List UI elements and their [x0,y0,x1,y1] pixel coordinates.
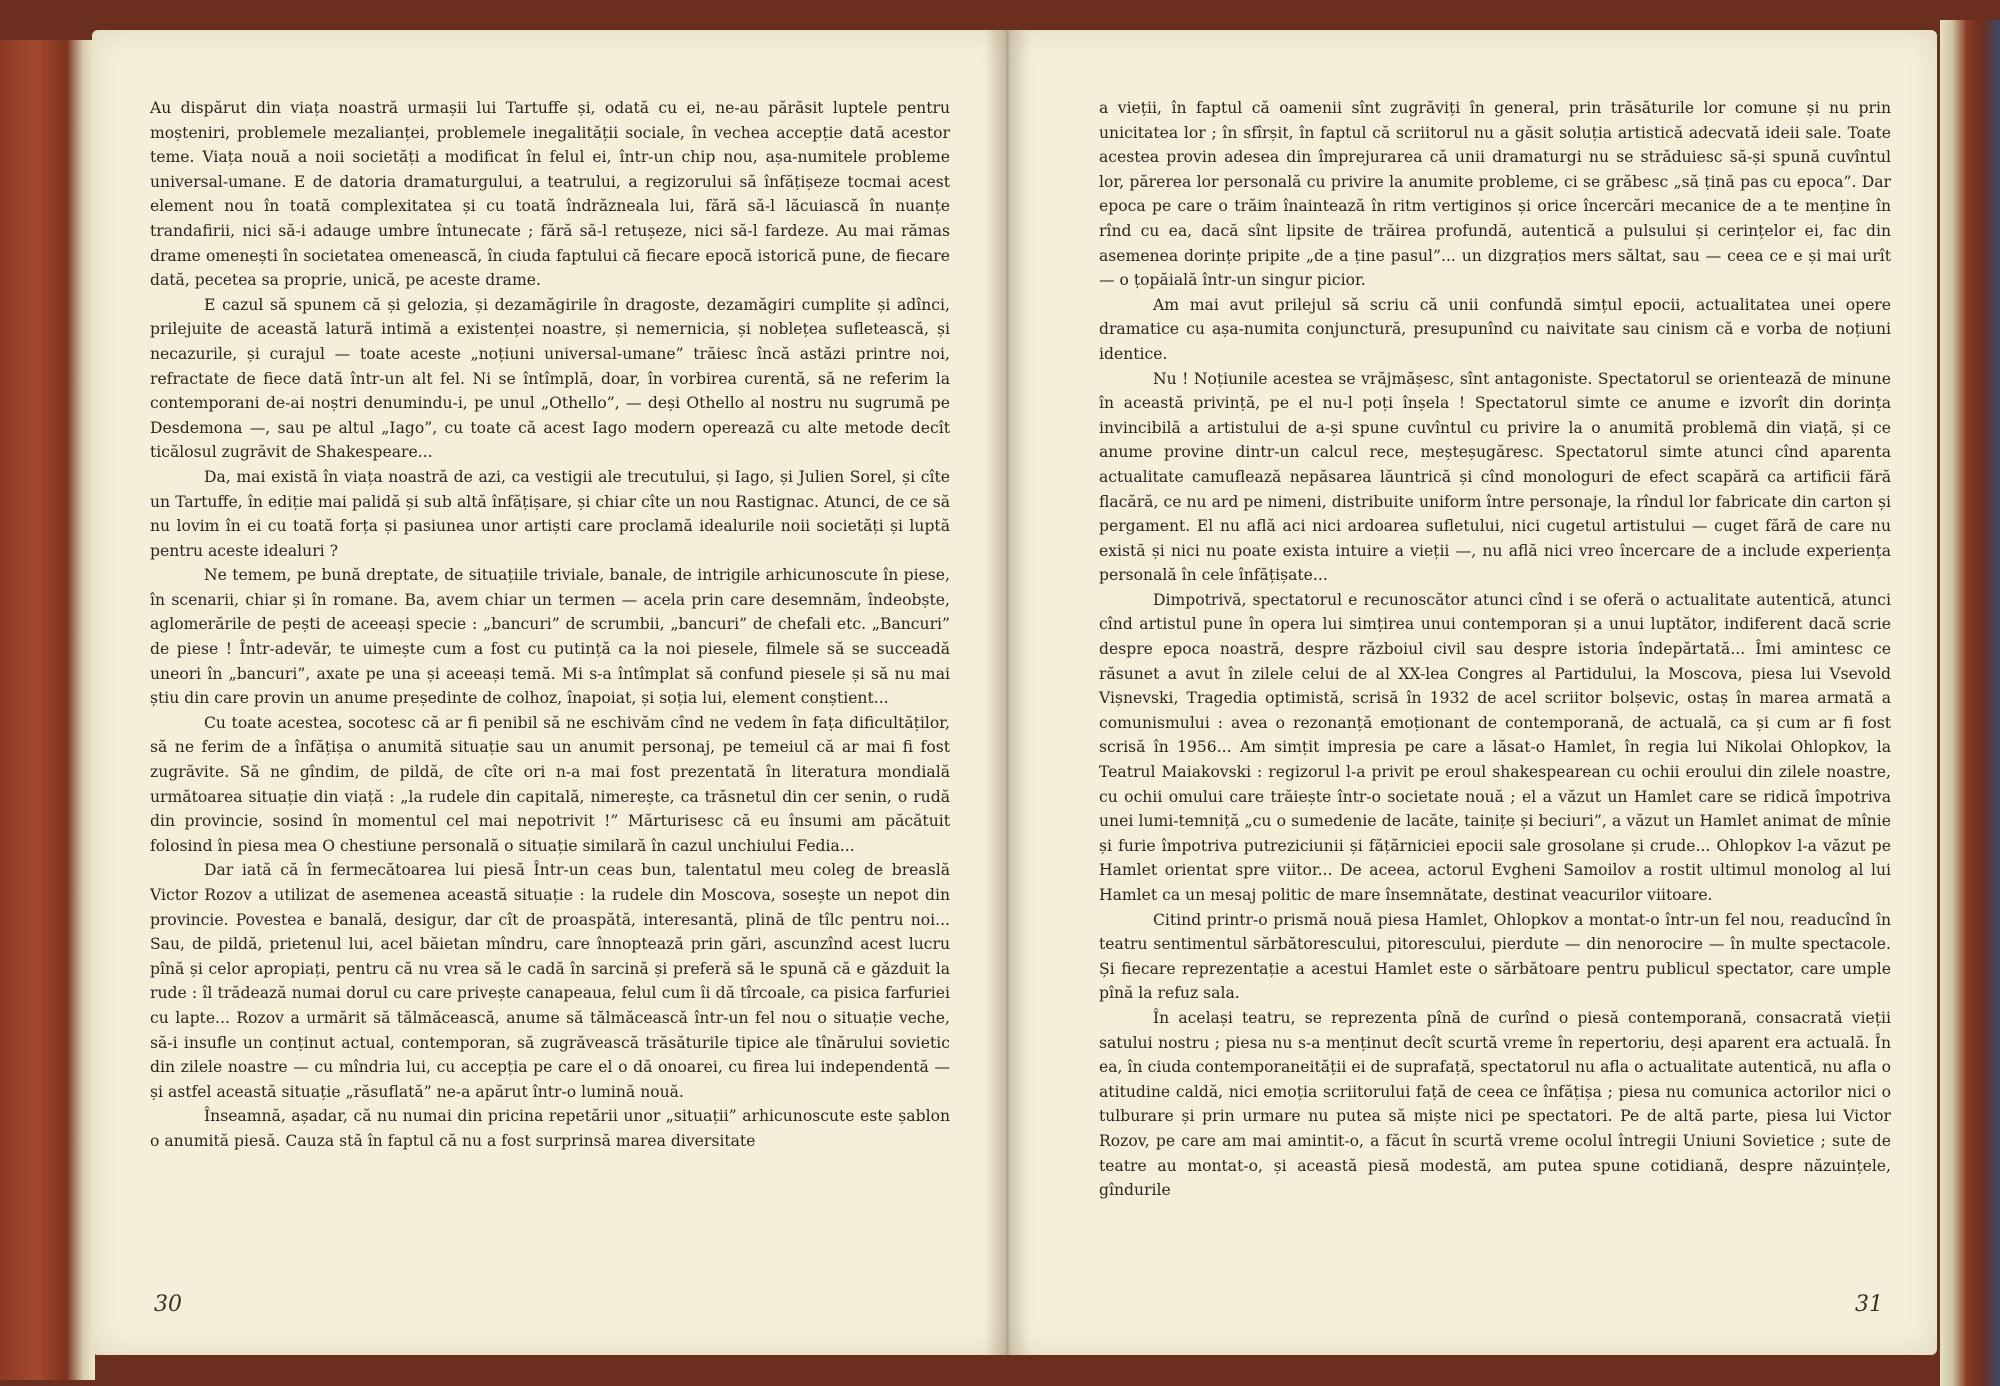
paragraph: Dar iată că în fermecătoarea lui piesă Într-un ceas bun, talentatul meu coleg de breaslă Victor Rozov a utilizat de asemenea această situație : la rudele din Moscova, sosește un nepot din provincie. Povestea e banală, desigur, dar cît de proaspătă, interesantă, plină de tîlc pentru noi... Sau, de pildă, prietenul lui, acel băietan mîndru, care înnoptează prin gări, ascunzînd acest lucru pînă și celor apropiați, pentru că nu vrea să le cadă în sarcină și preferă să le spună că e găzduit la rude : îl trădează numai dorul cu care privește canapeaua, felul cum îi dă tîrcoale, ca pisica farfuriei cu lapte... Rozov a urmărit să tălmăcească, anume să tălmăcească într-un fel nou o situație veche, să-i insufle un conținut actual, contemporan, să zugrăvească trăsăturile tipice ale tînărului sovietic din zilele noastre — cu mîndria lui, cu accepția pe care el o dă onoarei, cu firea lui independentă — și astfel această situație „răsuflată” ne-a apărut într-o lumină nouă. [150,861,950,1101]
paragraph: Ne temem, pe bună dreptate, de situațiile triviale, banale, de intrigile arhicunoscute în piese, în scenarii, chiar și în romane. Ba, avem chiar un termen — acela prin care desemnăm, îndeobște, aglomerările de pești de aceeași specie : „bancuri” de scrumbii, „bancuri” de chefali etc. „Bancuri” de piese ! Într-adevăr, te uimește cum a fost cu putință ca la noi piesele, filmele să se succeadă uneori în „bancuri”, axate pe una și aceeași temă. Mi s-a întîmplat să confund piesele și să nu mai știu din care provin un anume președinte de colhoz, înapoiat, și soția lui, element conștient... [150,566,950,708]
paragraph: Am mai avut prilejul să scriu că unii confundă simțul epocii, actualitatea unei opere dramatice cu așa-numita conjunctură, presupunînd cu naivitate sau cinism că e vorba de noțiuni identice. [1099,295,1891,363]
page-number-left: 30 [154,1292,182,1317]
paragraph: a vieții, în faptul că oamenii sînt zugrăviți în general, prin trăsăturile lor comune și nu prin unicitatea lor ; în sfîrșit, în faptul că scriitorul nu a găsit soluția artistică adecvată ideii sale. Toate acestea provin adesea din împrejurarea că unii dramaturgi nu se străduiesc să-și spună cuvîntul lor, părerea lor personală cu privire la anumite probleme, ci se grăbesc „să țină pas cu epoca”. Dar epoca pe care o trăim înaintează în ritm vertiginos și orice încercări mecanice de a te menține în rînd cu ea, dacă sînt lipsite de trăirea profundă, autentică a pulsului și cerințelor ei, fac din asemenea dorințe pripite „de a ține pasul”... un dizgrațios mers săltat, sau — ceea ce e și mai urît — o țopăială într-un singur picior. [1099,99,1891,290]
paragraph: Înseamnă, așadar, că nu numai din pricina repetării unor „situații” arhicunoscute este șablon o anumită piesă. Cauza stă în faptul că nu a fost surprinsă marea diversitate [150,1107,950,1150]
book-cover-left-edge [0,40,95,1380]
book-cover-right-edge [1940,20,2000,1386]
paragraph: Da, mai există în viața noastră de azi, ca vestigii ale trecutului, și Iago, și Julien Sorel, și cîte un Tartuffe, în ediție mai palidă și sub altă înfățișare, și chiar cîte un nou Rastignac. Atunci, de ce să nu lovim în ei cu toată forța și pasiunea unor artiști care proclamă idealurile noii societăți și luptă pentru aceste idealuri ? [150,467,950,560]
page-number-right: 31 [1855,1292,1883,1317]
paragraph: Citind printr-o prismă nouă piesa Hamlet, Ohlopkov a montat-o într-un fel nou, readucînd în teatru sentimentul sărbătorescului, pitorescului, pierdute — din nenorocire — în multe spectacole. Și fiecare reprezentație a acestui Hamlet este o sărbătoare pentru publicul spectator, care umple pînă la refuz sala. [1099,910,1891,1003]
paragraph: E cazul să spunem că și gelozia, și dezamăgirile în dragoste, dezamăgiri cumplite și adînci, prilejuite de această latură intimă a existenței noastre, și nemernicia, și noblețea sufletească, și necazurile, și curajul — toate aceste „noțiuni universal-umane” trăiesc încă astăzi printre noi, refractate de fiece dată într-un alt fel. Ni se întîmplă, doar, în vorbirea curentă, să ne referim la contemporani de-ai noștri denumindu-i, pe unul „Othello”, — deși Othello al nostru nu sugrumă pe Desdemona —, sau pe altul „Iago”, cu toate că acest Iago modern operează cu alte metode decît ticălosul zugrăvit de Shakespeare... [150,295,950,462]
right-page-text [1099,96,1891,1203]
right-page [1007,30,1937,1355]
paragraph: Cu toate acestea, socotesc că ar fi penibil să ne eschivăm cînd ne vedem în fața dificultăților, să ne ferim de a înfățișa o anumită situație sau un anumit personaj, pe temeiul că ar mai fi fost zugrăvite. Să ne gîndim, de pildă, de cîte ori n-a mai fost prezentată în literatura mondială următoarea situație din viață : „la rudele din capitală, nimerește, ca trăsnetul din cer senin, o rudă din provincie, sosind în momentul cel mai nepotrivit !” Mărturisesc că eu însumi am păcătuit folosind în piesa mea O chestiune personală o situație similară în cazul unchiului Fedia... [150,713,950,855]
paragraph: Dimpotrivă, spectatorul e recunoscător atunci cînd i se oferă o actualitate autentică, atunci cînd artistul pune în opera lui simțirea unui contemporan și a unui luptător, indiferent dacă scrie despre epoca noastră, despre războiul civil sau despre istoria îndepărtată... Îmi amintesc ce răsunet a avut în zilele celui de al XX-lea Congres al Partidului, la Moscova, piesa lui Vsevold Vișnevski, Tragedia optimistă, scrisă în 1932 de acel scriitor bolșevic, ostaș în marea armată a comunismului : avea o rezonanță emoționant de contemporană, de actuală, ca și cum ar fi fost scrisă în 1956... Am simțit impresia pe care a lăsat-o Hamlet, în regia lui Nikolai Ohlopkov, la Teatrul Maiakovski : regizorul l-a privit pe eroul shakespearean cu ochii eroului din zilele noastre, cu ochii omului care trăiește într-o societate nouă ; el a văzut un Hamlet care se ridică împotriva unei lumi-temniță „cu o sumedenie de lacăte, tainițe și beciuri”, a văzut un Hamlet animat de mînie și furie împotriva putreziciunii și fățărniciei epocii sale grosolane și crude... Ohlopkov l-a văzut pe Hamlet orientat spre viitor... De aceea, actorul Evgheni Samoilov a rostit ultimul monolog al lui Hamlet ca un mesaj politic de mare însemnătate, destinat veacurilor viitoare. [1099,590,1891,904]
paragraph: Nu ! Noțiunile acestea se vrăjmășesc, sînt antagoniste. Spectatorul se orientează de minune în această privință, pe el nu-l poți înșela ! Spectatorul simte ce anume e izvorît din dorința invincibilă a artistului de a-și spune cuvîntul cu privire la o anumită problemă din viață, și ce anume provine dintr-un calcul rece, meșteșugăresc. Spectatorul simte atunci cînd aparenta actualitate camuflează nepăsarea lăuntrică și cînd monologuri de efect scapără ca artificii fără flacără, ce nu ard pe nimeni, distribuite uniform între personaje, la rîndul lor fabricate din carton și pergament. El nu află aci nici ardoarea sufletului, nici cugetul artistului — cuget fără de care nu există și nici nu poate exista intuire a vieții —, nu află nici vreo încercare de a include experiența personală în cele înfățișate... [1099,369,1891,585]
paragraph: Au dispărut din viața noastră urmașii lui Tartuffe și, odată cu ei, ne-au părăsit luptele pentru moșteniri, problemele mezalianței, problemele inegalității sociale, în vechea accepție dată acestor teme. Viața nouă a noii societăți a modificat în felul ei, într-un chip nou, așa-numitele probleme universal-umane. E de datoria dramaturgului, a teatrului, a regizorului să înfățișeze tocmai acest element nou în toată complexitatea și cu toată îndrăzneala lui, fără să-l lăcuiască în nuanțe trandafirii, nici să-i adauge umbre întunecate ; fără să-l retușeze, nici să-l fardeze. Au mai rămas drame omenești în societatea omenească, în ciuda faptului că fiecare epocă istorică pune, de fiecare dată, pecetea sa proprie, unică, pe aceste drame. [150,99,950,290]
paragraph: În același teatru, se reprezenta pînă de curînd o piesă contemporană, consacrată vieții satului nostru ; piesa nu s-a menținut decît scurtă vreme în repertoriu, deși aparent era actuală. În ea, în ciuda contemporaneității ei de suprafață, spectatorul nu afla o actualitate autentică, nu afla o atitudine caldă, nici emoția scriitorului față de ceea ce înfățișa ; piesa nu comunica actorilor nici o tulburare și prin urmare nu putea să miște nici pe spectatori. Pe de altă parte, piesa lui Victor Rozov, pe care am mai amintit-o, a făcut în scurtă vreme ocolul întregii Uniuni Sovietice ; sute de teatre au montat-o, și această piesă modestă, am putea spune cotidiană, despre năzuințele, gîndurile [1099,1008,1891,1200]
left-page-text [150,96,950,1154]
left-page [92,30,1007,1355]
